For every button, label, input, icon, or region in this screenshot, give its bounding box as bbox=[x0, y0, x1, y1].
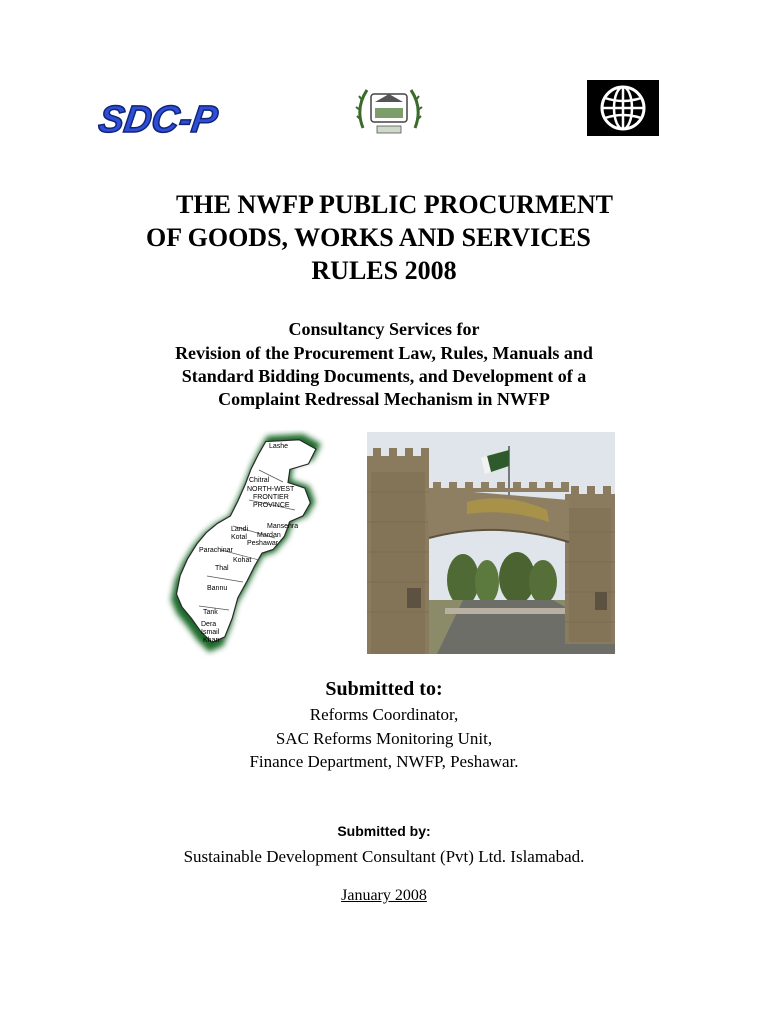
submitted-by-heading: Submitted by: bbox=[337, 823, 431, 839]
map-label-nw1: NORTH-WEST bbox=[247, 486, 295, 493]
document-title-line-2: OF GOODS, WORKS AND SERVICES bbox=[146, 223, 591, 252]
map-label-mardan: Mardan bbox=[257, 532, 281, 539]
map-label-lashe: Lashe bbox=[269, 443, 289, 450]
map-label-thal: Thal bbox=[215, 565, 229, 572]
document-date: January 2008 bbox=[341, 887, 427, 904]
map-label-dera-2: Ismail bbox=[201, 629, 220, 636]
sdcp-logo bbox=[96, 92, 228, 144]
submitted-to-line-1: Reforms Coordinator, bbox=[309, 705, 459, 724]
map-label-dera-1: Dera bbox=[201, 621, 217, 628]
map-label-tank: Tank bbox=[203, 609, 218, 616]
sdcp-logo-text: SDC-P bbox=[96, 98, 221, 141]
document-title-line-3: RULES 2008 bbox=[311, 256, 457, 285]
map-label-kohat: Kohat bbox=[233, 557, 252, 564]
map-label-landi: Landi bbox=[231, 526, 249, 533]
submitted-to-line-2: SAC Reforms Monitoring Unit, bbox=[275, 729, 493, 748]
subtitle-line-4: Complaint Redressal Mechanism in NWFP bbox=[218, 389, 550, 409]
subtitle-line-1: Consultancy Services for bbox=[288, 319, 480, 339]
submitted-to-heading: Submitted to: bbox=[325, 678, 443, 700]
subtitle-line-2: Revision of the Procurement Law, Rules, Manuals and bbox=[175, 343, 593, 363]
map-label-mansehra: Mansehra bbox=[267, 523, 299, 530]
map-label-nw3: PROVINCE bbox=[253, 502, 290, 509]
map-label-bannu: Bannu bbox=[207, 585, 228, 592]
map-label-peshawar: Peshawar bbox=[247, 540, 279, 547]
map-label-chitral: Chitral bbox=[249, 477, 270, 484]
subtitle-line-3: Standard Bidding Documents, and Development of a bbox=[181, 366, 587, 386]
document-title-line-1: THE NWFP PUBLIC PROCURMENT bbox=[176, 190, 613, 219]
submitted-by-consultant: Sustainable Development Consultant (Pvt) Ltd. Islamabad. bbox=[183, 847, 585, 866]
khyber-gate-photo bbox=[367, 432, 615, 654]
map-label-kotal: Kotal bbox=[231, 534, 247, 541]
nwfp-map-image bbox=[163, 430, 333, 658]
map-label-dera-3: Khan bbox=[203, 637, 220, 644]
world-bank-logo bbox=[587, 80, 659, 136]
map-label-parachinar: Parachinar bbox=[199, 547, 233, 554]
nwfp-seal-logo bbox=[353, 80, 425, 138]
submitted-to-line-3: Finance Department, NWFP, Peshawar. bbox=[249, 752, 519, 771]
map-label-nw2: FRONTIER bbox=[253, 494, 289, 501]
date-container bbox=[0, 887, 768, 905]
